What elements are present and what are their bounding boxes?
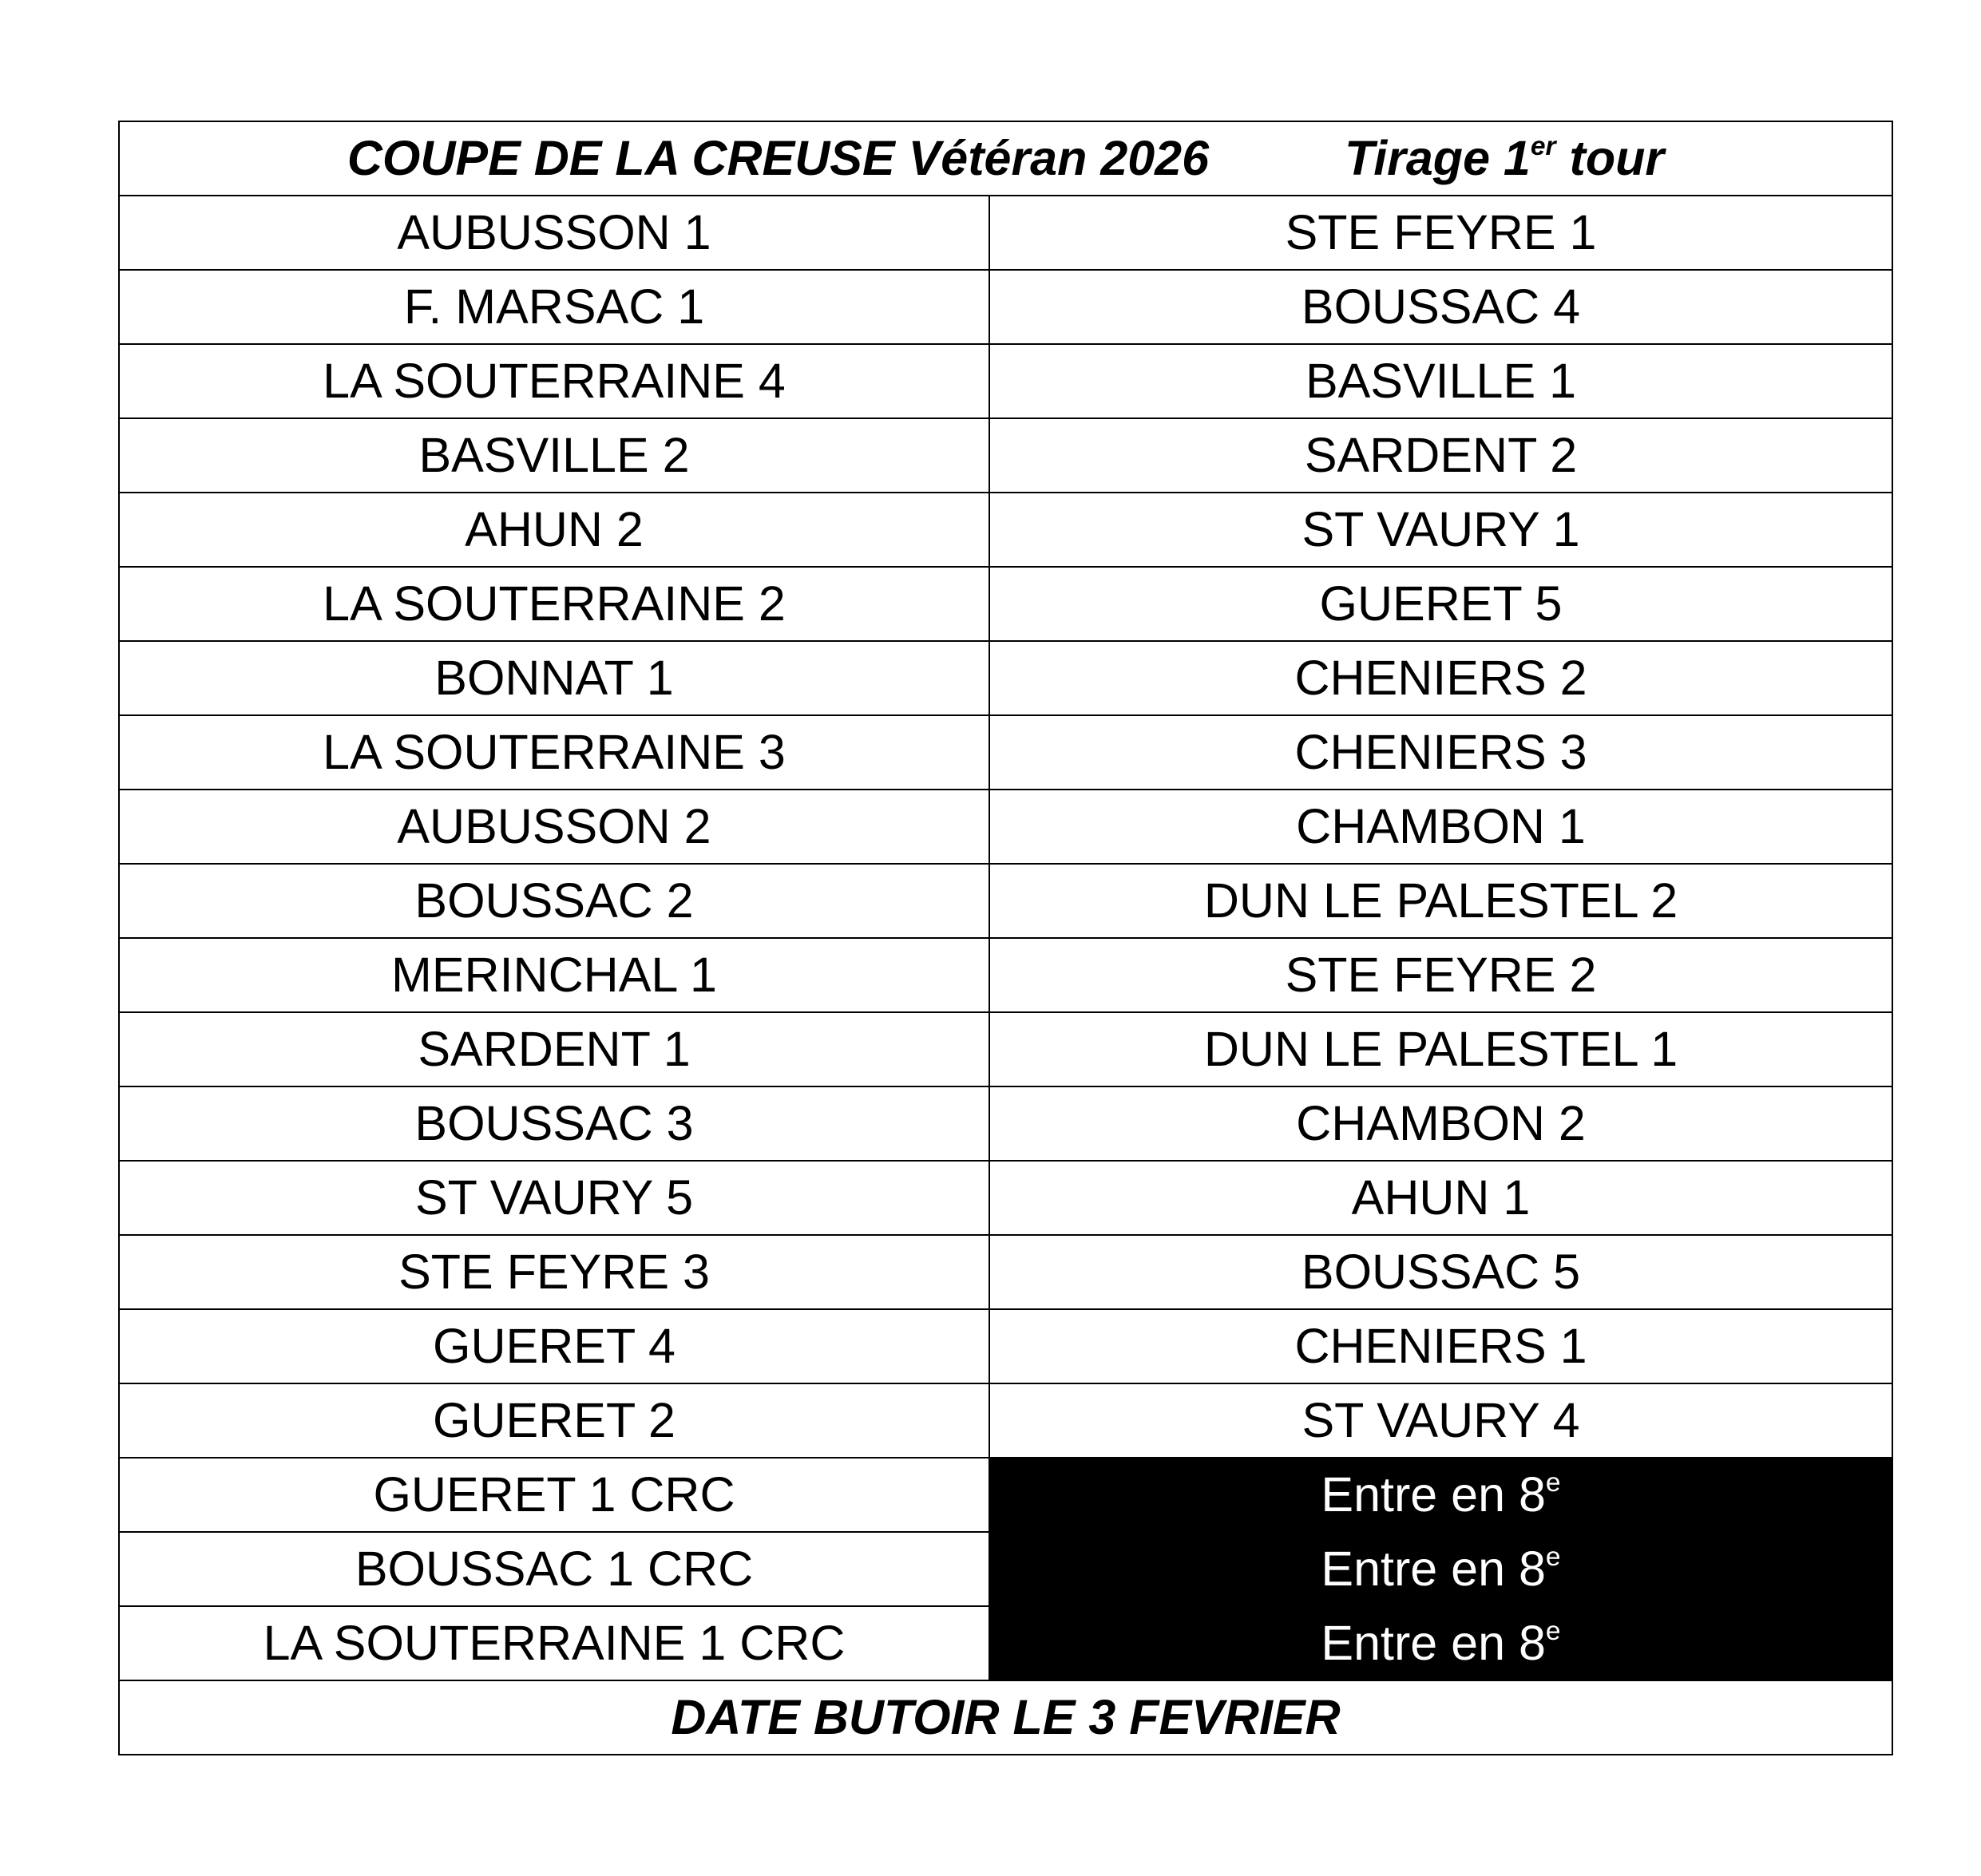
home-team-cell: BASVILLE 2 [119,418,989,493]
exempt-team-cell: GUERET 1 CRC [119,1458,989,1532]
home-team-cell: LA SOUTERRAINE 4 [119,344,989,418]
away-team-cell: ST VAURY 4 [989,1383,1892,1458]
away-team-cell: DUN LE PALESTEL 2 [989,864,1892,938]
home-team-cell: GUERET 4 [119,1309,989,1383]
home-team-cell: AUBUSSON 1 [119,196,989,270]
away-team-cell: CHENIERS 2 [989,641,1892,715]
home-team-cell: SARDENT 1 [119,1012,989,1086]
match-row [119,1383,1892,1458]
enters-round-label: Entre en 8 [1321,1542,1546,1596]
away-team-cell: CHENIERS 1 [989,1309,1892,1383]
footer-row [119,1680,1892,1755]
match-row [119,938,1892,1012]
home-team-cell: BOUSSAC 2 [119,864,989,938]
draw-table-body [119,121,1892,1755]
enters-round-of-16-cell [989,1532,1892,1606]
away-team-cell: STE FEYRE 1 [989,196,1892,270]
competition-title: COUPE DE LA CREUSE Vétéran 2026 [347,131,1210,185]
title-row [119,121,1892,196]
home-team-cell: BONNAT 1 [119,641,989,715]
match-row [119,567,1892,641]
away-team-cell: BOUSSAC 5 [989,1235,1892,1309]
enters-round-of-16-cell [989,1458,1892,1532]
away-team-cell: CHAMBON 2 [989,1086,1892,1161]
enters-round-superscript: e [1545,1542,1561,1572]
round-superscript: er [1530,131,1556,161]
match-row [119,1161,1892,1235]
home-team-cell: AHUN 2 [119,493,989,567]
home-team-cell: MERINCHAL 1 [119,938,989,1012]
exempt-team-cell: BOUSSAC 1 CRC [119,1532,989,1606]
match-row [119,641,1892,715]
home-team-cell: LA SOUTERRAINE 3 [119,715,989,790]
home-team-cell: LA SOUTERRAINE 2 [119,567,989,641]
match-row [119,1309,1892,1383]
round-prefix: Tirage 1 [1345,131,1531,185]
deadline-cell: DATE BUTOIR LE 3 FEVRIER [119,1680,1892,1755]
match-row [119,196,1892,270]
home-team-cell: STE FEYRE 3 [119,1235,989,1309]
round-suffix: tour [1555,131,1665,185]
home-team-cell: ST VAURY 5 [119,1161,989,1235]
away-team-cell: GUERET 5 [989,567,1892,641]
match-row [119,715,1892,790]
round-title [1345,131,1664,185]
away-team-cell: CHENIERS 3 [989,715,1892,790]
match-row [119,1235,1892,1309]
away-team-cell: ST VAURY 1 [989,493,1892,567]
away-team-cell: DUN LE PALESTEL 1 [989,1012,1892,1086]
enters-round-superscript: e [1545,1616,1561,1646]
match-row [119,493,1892,567]
title-cell [119,121,1892,196]
match-row [119,344,1892,418]
match-row [119,1086,1892,1161]
enters-round-superscript: e [1545,1467,1561,1498]
draw-table [118,121,1893,1755]
match-row [119,864,1892,938]
away-team-cell: STE FEYRE 2 [989,938,1892,1012]
away-team-cell: BASVILLE 1 [989,344,1892,418]
exempt-team-cell: LA SOUTERRAINE 1 CRC [119,1606,989,1680]
match-row [119,270,1892,344]
home-team-cell: GUERET 2 [119,1383,989,1458]
exempt-row [119,1458,1892,1532]
home-team-cell: F. MARSAC 1 [119,270,989,344]
away-team-cell: BOUSSAC 4 [989,270,1892,344]
exempt-row [119,1606,1892,1680]
away-team-cell: SARDENT 2 [989,418,1892,493]
enters-round-label: Entre en 8 [1321,1467,1546,1522]
home-team-cell: AUBUSSON 2 [119,790,989,864]
enters-round-of-16-cell [989,1606,1892,1680]
match-row [119,1012,1892,1086]
away-team-cell: AHUN 1 [989,1161,1892,1235]
away-team-cell: CHAMBON 1 [989,790,1892,864]
enters-round-label: Entre en 8 [1321,1616,1546,1670]
match-row [119,790,1892,864]
exempt-row [119,1532,1892,1606]
match-row [119,418,1892,493]
home-team-cell: BOUSSAC 3 [119,1086,989,1161]
